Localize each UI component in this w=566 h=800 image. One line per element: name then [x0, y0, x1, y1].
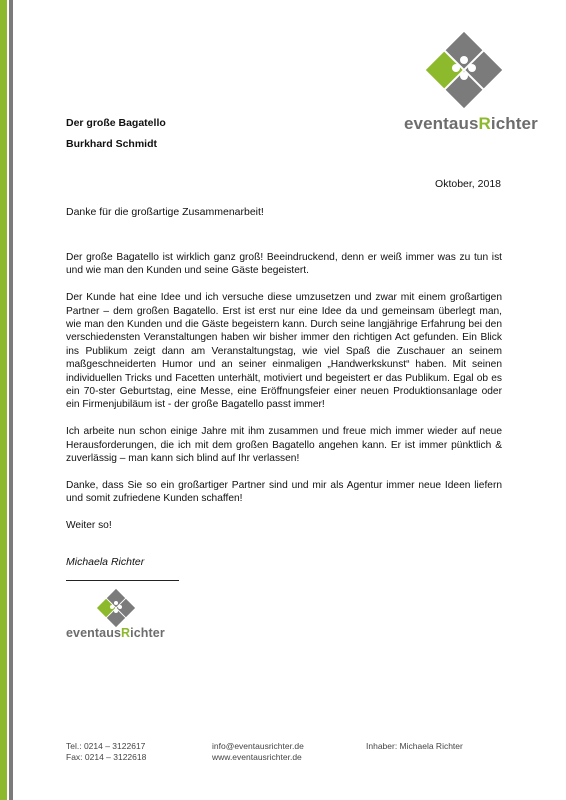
body-paragraph: Danke, dass Sie so ein großartiger Partner sind und mir als Agentur immer neue Ideen liefern und somit zufriedene Kunden schaffen!	[66, 479, 502, 505]
left-accent-bar-green	[0, 0, 7, 800]
body-paragraph: Weiter so!	[66, 520, 112, 532]
signature-line	[66, 580, 179, 581]
body-paragraph: Der große Bagatello ist wirklich ganz groß! Beeindruckend, denn er weiß immer was zu tun ist und wie man den Kunden und seine Gäste begeistert.	[66, 252, 502, 277]
footer-web-link[interactable]: www.eventausrichter.de	[212, 752, 302, 762]
company-logo-text: eventausRichter	[404, 114, 538, 133]
company-logo-small-text: eventausRichter	[66, 626, 165, 640]
puzzle-logo-icon	[424, 30, 504, 110]
footer-contact-phone	[66, 741, 146, 763]
letter-body	[66, 251, 502, 546]
company-logo-small	[66, 588, 166, 640]
recipient-name: Der große Bagatello	[66, 117, 166, 129]
footer-fax: Fax: 0214 – 3122618	[66, 752, 147, 762]
body-paragraph: Der Kunde hat eine Idee und ich versuche diese umzusetzen und zwar mit einem großartigen Partner – dem großen Bagatello. Erst ist erst nur eine Idee da und gemeinsam überlegt man, wie man den Kunden und die Gäste begeistern kann. Durch seine langjährige Erfahrung bei den verschiedensten Veranstaltungen haben wir bisher immer den richtigen Act gefunden. Ein Blick ins Publikum zeigt dann am Veranstaltungstag, wie viel Spaß die Zuschauer an seinem maßgeschneiderten Humor und an seiner einmaligen „Handwerkskunst“ haben. Mit seinen individuellen Tricks und Facetten unterhält, motiviert und begeistert er das Publikum. Egal ob es ein 70-ster Geburtstag, eine Messe, eine Eröffnungsfeier einer neuen Produktionsanlage oder ein Firmenjubiläum ist - der große Bagatello passt immer!	[66, 292, 502, 411]
footer-email-link[interactable]: info@eventausrichter.de	[212, 741, 304, 751]
letter-date: Oktober, 2018	[435, 178, 501, 190]
signature-name: Michaela Richter	[66, 556, 145, 568]
recipient-person: Burkhard Schmidt	[66, 138, 158, 150]
puzzle-logo-icon	[96, 588, 136, 628]
left-accent-bar-gray	[9, 0, 13, 800]
footer-owner	[366, 741, 463, 752]
footer-tel: Tel.: 0214 – 3122617	[66, 741, 146, 751]
footer-contact-online	[212, 741, 304, 763]
company-logo	[404, 30, 538, 136]
body-paragraph: Ich arbeite nun schon einige Jahre mit ihm zusammen und freue mich immer wieder auf neue Herausforderungen, die ich mit dem großen Bagatello angehen kann. Er ist immer pünktlich & zuverlässig – man kann sich blind auf Ihr verlassen!	[66, 426, 502, 465]
footer-owner-text: Inhaber: Michaela Richter	[366, 741, 463, 751]
letter-subject: Danke für die großartige Zusammenarbeit!	[66, 206, 264, 218]
